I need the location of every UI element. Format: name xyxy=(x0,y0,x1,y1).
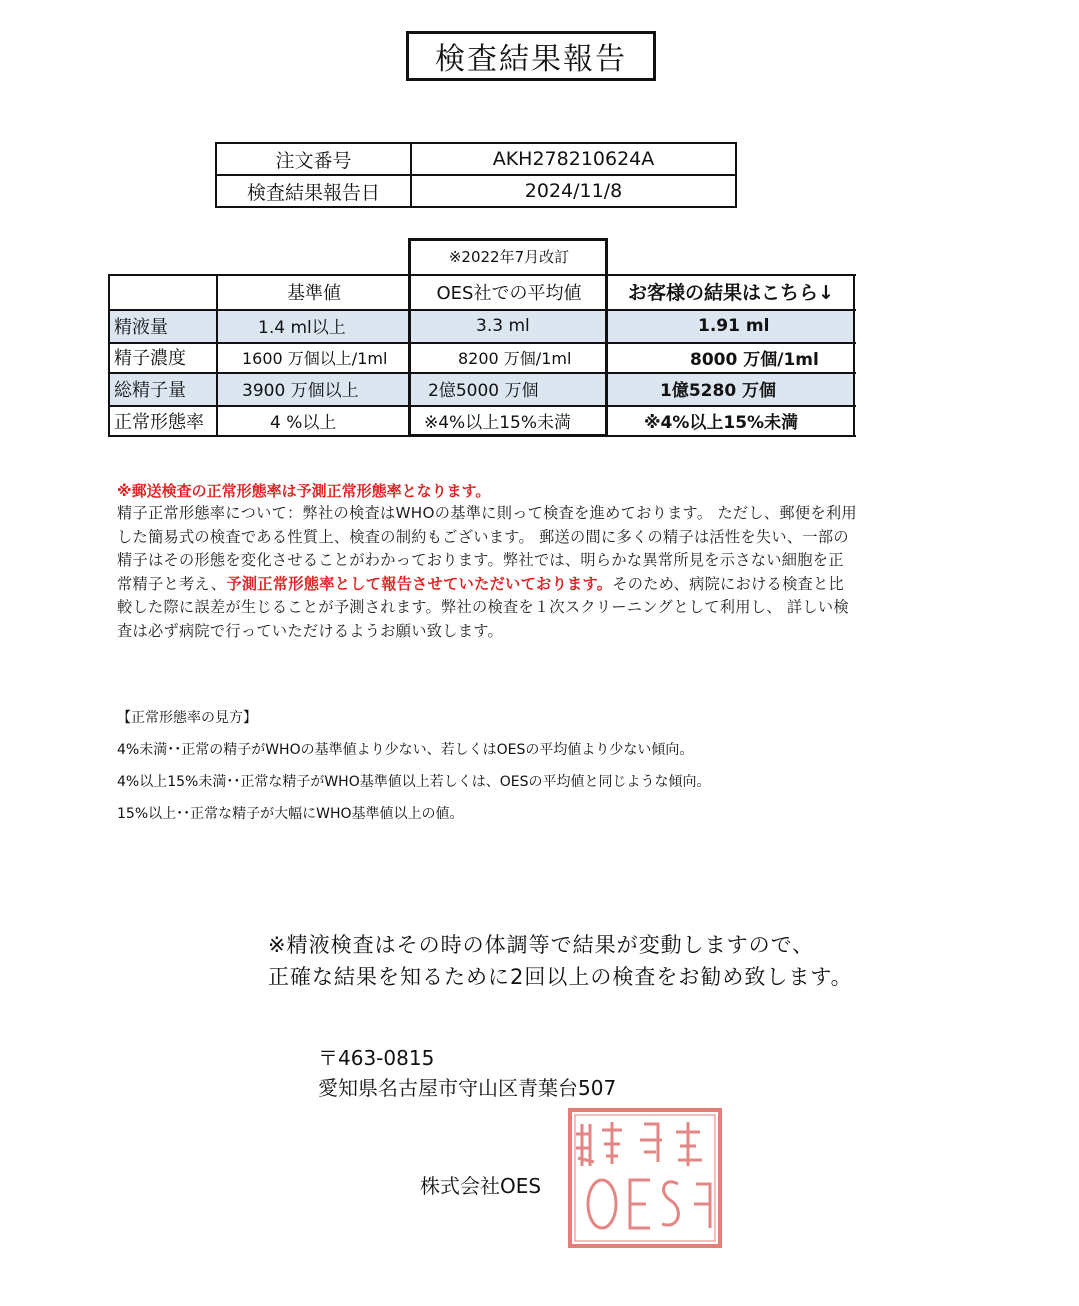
standard-normal-morphology: 4 %以上 xyxy=(270,413,337,433)
grid-line xyxy=(108,372,856,374)
row-label-total-sperm: 総精子量 xyxy=(114,379,186,401)
guide-item: 15%以上･･正常な精子が大幅にWHO基準値以上の値。 xyxy=(117,806,464,822)
row-label-normal-morphology: 正常形態率 xyxy=(114,411,204,433)
company-name: 株式会社OES xyxy=(420,1174,542,1198)
grid-line xyxy=(410,238,608,241)
header-your-results: お客様の結果はこちら↓ xyxy=(628,282,834,304)
grid-line xyxy=(108,274,856,276)
header-average: OES社での平均値 xyxy=(436,282,582,304)
average-sperm-concentration: 8200 万個/1ml xyxy=(458,348,572,368)
row-label-sperm-concentration: 精子濃度 xyxy=(114,348,186,369)
guide-heading: 【正常形態率の見方】 xyxy=(117,710,257,726)
warning-line: 正確な結果を知るために2回以上の検査をお勧め致します。 xyxy=(268,965,853,989)
row-label-semen-volume: 精液量 xyxy=(114,316,168,338)
your-sperm-concentration: 8000 万個/1ml xyxy=(690,349,819,370)
explanation-highlight: 予測正常形態率として報告させていただいております。 xyxy=(226,574,613,593)
grid-line xyxy=(108,309,856,311)
standard-sperm-concentration: 1600 万個以上/1ml xyxy=(242,348,388,368)
retest-recommendation xyxy=(268,929,853,993)
standard-total-sperm: 3900 万個以上 xyxy=(242,381,359,401)
your-total-sperm: 1億5280 万個 xyxy=(660,381,777,401)
your-normal-morphology: ※4%以上15%未満 xyxy=(644,413,799,433)
order-number-label: 注文番号 xyxy=(216,143,411,175)
average-total-sperm: 2億5000 万個 xyxy=(428,381,539,401)
grid-line xyxy=(108,342,856,344)
explanation-text-1: 精子正常形態率について：弊社の検査はWHOの基準に則って検査を進めております。 ただし、郵便を利用した簡易式の検査である性質上、検査の制約もございます。 郵送の間に多くの精子は活性を失い、一部の精子はその形態を変化させることがわかっております。弊社では、明らかな異常所見を示さない細胞を正常精子と考え、 xyxy=(117,504,857,593)
seal-glyphs xyxy=(576,1122,710,1228)
seal-border xyxy=(570,1110,720,1246)
grid-line xyxy=(853,274,855,437)
revision-note: ※2022年7月改訂 xyxy=(448,247,570,266)
average-normal-morphology: ※4%以上15%未満 xyxy=(424,413,571,433)
report-date-label: 検査結果報告日 xyxy=(216,175,411,207)
company-address xyxy=(318,1043,616,1103)
report-date-value: 2024/11/8 xyxy=(411,175,736,207)
explanation-text-2: そのため、病院における検査と比較した際に誤差が生じることが予測されます。弊社の検査を１次スクリーニングとして利用し、 詳しい検査は必ず病院で行っていただけるようお願い致します。 xyxy=(117,574,849,640)
standard-semen-volume: 1.4 ml以上 xyxy=(258,318,346,338)
postal-test-notice: ※郵送検査の正常形態率は予測正常形態率となります。 xyxy=(117,482,491,500)
grid-line xyxy=(605,238,608,437)
page-title: 検査結果報告 xyxy=(406,31,656,81)
guide-item: 4%未満･･正常の精子がWHOの基準値より少ない、若しくはOESの平均値より少ない傾向。 xyxy=(117,742,694,758)
seal-inner-border xyxy=(575,1115,715,1241)
grid-line xyxy=(216,274,218,437)
postal-code: 〒463-0815 xyxy=(318,1046,435,1070)
results-table xyxy=(108,238,856,438)
order-info-table xyxy=(215,142,737,208)
grid-line xyxy=(408,238,411,437)
order-number-value: AKH278210624A xyxy=(411,143,736,175)
average-semen-volume: 3.3 ml xyxy=(476,315,530,336)
morphology-explanation xyxy=(117,502,857,643)
grid-line xyxy=(410,434,608,437)
company-seal-stamp xyxy=(560,1104,732,1252)
grid-line xyxy=(108,274,110,437)
warning-line: ※精液検査はその時の体調等で結果が変動しますので、 xyxy=(268,933,815,957)
header-standard: 基準値 xyxy=(287,282,341,304)
order-number-row xyxy=(216,143,736,175)
your-semen-volume: 1.91 ml xyxy=(698,315,770,336)
guide-item: 4%以上15%未満･･正常な精子がWHO基準値以上若しくは、OESの平均値と同じような傾向。 xyxy=(117,774,711,790)
address-line: 愛知県名古屋市守山区青葉台507 xyxy=(318,1076,617,1100)
grid-line xyxy=(108,405,856,407)
report-date-row xyxy=(216,175,736,207)
